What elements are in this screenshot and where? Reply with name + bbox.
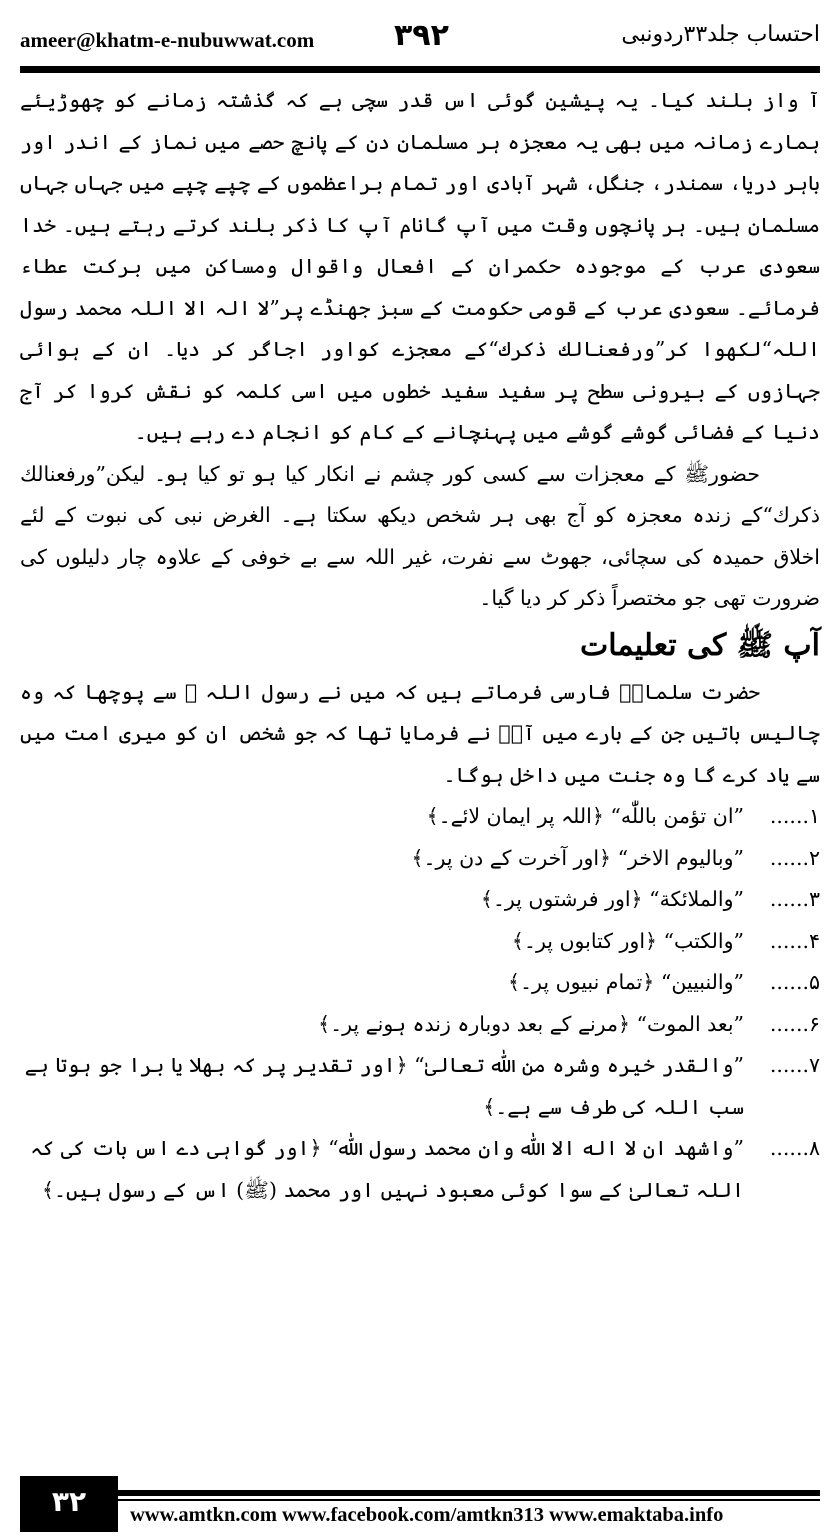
page-header	[20, 12, 820, 64]
item-text: ”والكتب“ ﴿اور کتابوں پر۔﴾	[511, 928, 744, 953]
page-body	[20, 80, 820, 1211]
list-item	[20, 1045, 820, 1128]
header-page-number: ۳۹۲	[394, 18, 449, 53]
list-item	[20, 962, 820, 1004]
item-number: ۱......	[769, 804, 820, 828]
list-item	[20, 879, 820, 921]
item-text: ”بعد الموت“ ﴿مرنے کے بعد دوبارہ زندہ ہونے پر۔﴾	[318, 1011, 744, 1036]
item-text: ”ان تؤمن باللّٰه“ ﴿اللہ پر ایمان لائے۔﴾	[426, 804, 744, 828]
item-number: ۴......	[769, 928, 820, 953]
item-number: ۶......	[769, 1011, 820, 1036]
list-item	[20, 921, 820, 963]
item-text: ”واشهد ان لا اله الا اللّٰه وان محمد رسول اللّٰه“ ﴿اور گواہی دے اس بات کی کہ اللہ تعالیٰ کے سوا کوئی معبود نہیں اور محمد (ﷺ) اس کے رسول ہیں۔﴾	[30, 1136, 744, 1202]
list-item	[20, 796, 820, 838]
item-number: ۳......	[769, 887, 820, 911]
body-paragraph: حضورﷺ کے معجزات سے کسی کور چشم نے انکار کیا ہو تو کیا ہو۔ لیکن”ورفعنالك ذكرك“کے زندہ معجزہ کو آج بھی ہر شخص دیکھ سکتا ہے۔ الغرض نبی کی نبوت کے لئے اخلاق حمیدہ کی سچائی، جھوٹ سے نفرت، غیر اللہ سے بے خوفی کے علاوہ چار دلیلوں کی ضرورت تھی جو مختصراً ذکر کر دیا گیا۔	[20, 461, 820, 610]
item-text: ”والنبيين“ ﴿تمام نبیوں پر۔﴾	[508, 970, 744, 994]
header-rule	[20, 66, 820, 73]
item-number: ۸......	[769, 1136, 820, 1160]
section-heading: آپ ﷺ کی تعلیمات	[580, 627, 820, 663]
footer-rule	[118, 1490, 820, 1496]
item-text: ”والملائكة“ ﴿اور فرشتوں پر۔﴾	[480, 887, 744, 911]
list-item	[20, 838, 820, 880]
body-paragraph: آ واز بلند کیا۔ یہ پیشین گوئی اس قدر سچی ہے کہ گذشتہ زمانے کو چھوڑیئے ہمارے زمانہ میں بھی یہ معجزہ ہر مسلمان دن کے پانچ حصے میں نماز کے اندر اور باہر دریا، سمندر، جنگل، شہر آبادی اور تمام براعظموں کے چپے چپے میں جہاں جہاں مسلمان ہیں۔ ہر پانچوں وقت میں آپ گانام آپ کا ذکر بلند کرتے رہتے ہیں۔ خدا سعودی عرب کے موجودہ حکمران کے افعال واقوال ومساکن میں برکت عطاء فرمائے۔ سعودی عرب کے قومی حکومت کے سبز جھنڈے پر”لا الہ الا اللہ محمد رسول اللہ“لکھوا کر”ورفعنالك ذكرك“کے معجزے کواور اجاگر کر دیا۔ ان کے ہوائی جہازوں کے بیرونی سطح پر سفید سفید خطوں میں اسی کلمہ کو نقش کروا کر آج دنیا کے فضائی گوشے گوشے میں پہنچانے کے کام کو انجام دے رہے ہیں۔	[20, 88, 820, 444]
list-item	[20, 1128, 820, 1211]
body-paragraph: حضرت سلمانؓ فارسی فرماتے ہیں کہ میں نے رسول اللہ ﷺ سے پوچھا کہ وہ چالیس باتیں جن کے بارے میں آپؐ نے فرمایا تھا کہ جو شخص ان کو میری امت میں سے یاد کرے گا وہ جنت میں داخل ہوگا۔	[20, 679, 820, 787]
item-text: ”والقدر خيره وشره من اللّٰه تعالىٰ“ ﴿اور تقدیر پر کہ بھلا یا برا جو ہوتا ہے سب اللہ کی طرف سے ہے۔﴾	[24, 1053, 744, 1119]
header-email: ameer@khatm-e-nubuwwat.com	[20, 28, 315, 52]
footer-rule-thin	[118, 1499, 820, 1501]
item-number: ۷......	[769, 1053, 820, 1077]
list-item	[20, 1004, 820, 1046]
item-text: ”وباليوم الاخر“ ﴿اور آخرت کے دن پر۔﴾	[411, 845, 744, 870]
item-number: ۵......	[769, 970, 820, 994]
footer-links: www.amtkn.com www.facebook.com/amtkn313 www.emaktaba.info	[130, 1504, 724, 1526]
page-footer	[20, 1476, 820, 1532]
footer-page-number: ۳۲	[20, 1476, 118, 1532]
item-number: ۲......	[769, 845, 820, 870]
header-book-title: احتساب جلد۳۳ردونبی	[621, 22, 820, 47]
